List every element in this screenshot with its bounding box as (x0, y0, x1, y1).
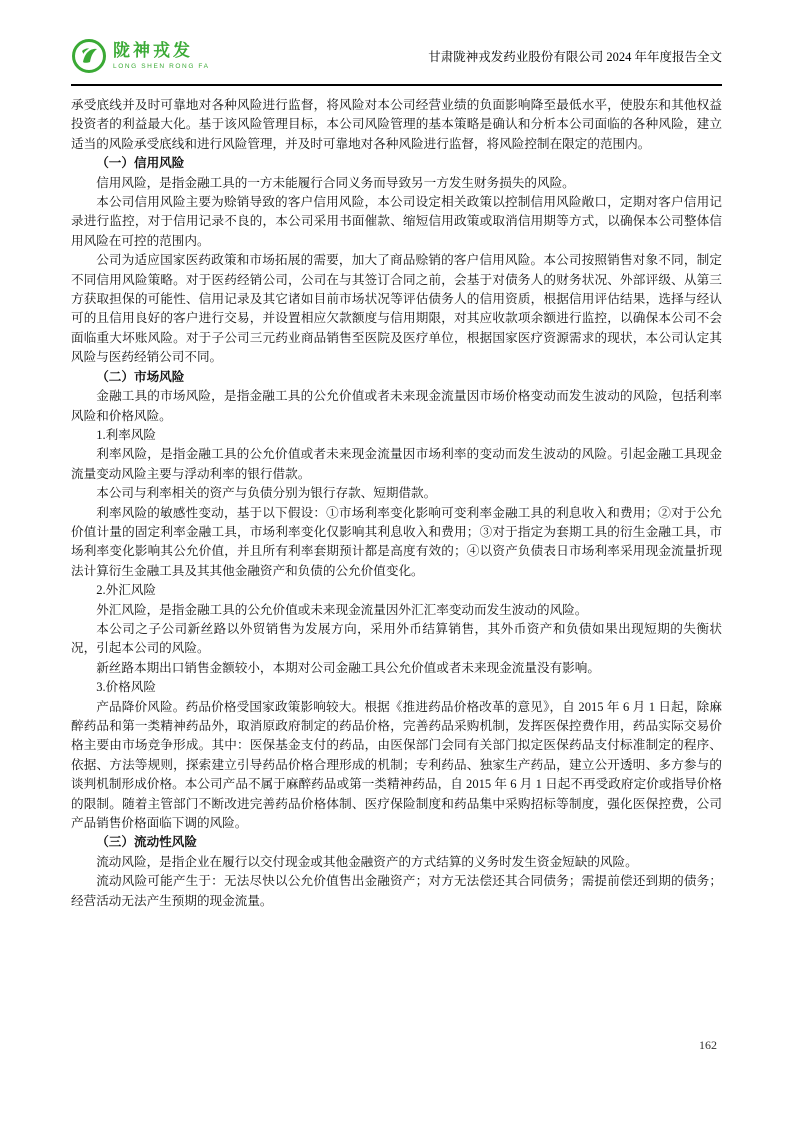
subsection-heading: 2.外汇风险 (96, 583, 157, 598)
paragraph: 新丝路本期出口销售金额较小，本期对公司金融工具公允价值或者未来现金流量没有影响。 (96, 660, 600, 675)
document-body (71, 96, 722, 911)
paragraph: 本公司信用风险主要为赊销导致的客户信用风险，本公司设定相关政策以控制信用风险敞口，定期对客户信用记录进行监控，对于信用记录不良的，本公司采用书面催款、缩短信用政策或取消信用期等方式，以确保本公司整体信用风险在可控的范围内。 (71, 195, 722, 248)
page-header (71, 36, 722, 86)
company-logo (71, 38, 210, 74)
paragraph: 信用风险，是指金融工具的一方未能履行合同义务而导致另一方发生财务损失的风险。 (96, 175, 575, 190)
paragraph: 公司为适应国家医药政策和市场拓展的需要，加大了商品赊销的客户信用风险。本公司按照销售对象不同，制定不同信用风险策略。对于医药经销公司，公司在与其签订合同之前，会基于对债务人的财务状况、外部评级、从第三方获取担保的可能性、信用记录及其它诸如目前市场状况等评估债务人的信用资质，根据信用评估结果，选择与经认可的且信用良好的客户进行交易，并设置相应欠款额度与信用期限，对其应收款项余额进行监控，以确保本公司不会面临重大坏账风险。对于子公司三元药业商品销售至医院及医疗单位，根据国家医疗资源需求的现状，本公司认定其风险与医药经销公司不同。 (71, 253, 722, 365)
company-logo-icon (71, 38, 107, 74)
paragraph: 产品降价风险。药品价格受国家政策影响较大。根据《推进药品价格改革的意见》，自 2015 年 6 月 1 日起，除麻醉药品和第一类精神药品外，取消原政府制定的药品价格，完善药品采购机制，发挥医保控费作用，药品实际交易价格主要由市场竞争形成。其中：医保基金支付的药品，由医保部门会同有关部门拟定医保药品支付标准制定的程序、依据、方法等规则，探索建立引导药品价格合理形成的机制；专利药品、独家生产药品，建立公开透明、多方参与的谈判机制形成价格。本公司产品不属于麻醉药品或第一类精神药品，自 2015 年 6 月 1 日起不再受政府定价或指导价格的限制。随着主管部门不断改进完善药品价格体制、医疗保险制度和药品集中采购招标等制度，强化医保控费，公司产品销售价格面临下调的风险。 (71, 699, 722, 831)
brand-name-cn: 陇神戎发 (113, 41, 193, 61)
section-heading: （二）市场风险 (96, 369, 185, 384)
document-title: 甘肃陇神戎发药业股份有限公司 2024 年年度报告全文 (428, 50, 722, 64)
brand-name-en: LONG SHEN RONG FA (113, 62, 210, 70)
company-logo-text (113, 42, 210, 70)
paragraph: 流动风险可能产生于：无法尽快以公允价值售出金融资产；对方无法偿还其合同债务；需提前偿还到期的债务；经营活动无法产生预期的现金流量。 (71, 874, 722, 908)
section-heading: （三）流动性风险 (96, 835, 197, 850)
paragraph: 本公司与利率相关的资产与负债分别为银行存款、短期借款。 (96, 486, 437, 501)
paragraph: 利率风险，是指金融工具的公允价值或者未来现金流量因市场利率的变动而发生波动的风险。引起金融工具现金流量变动风险主要与浮动利率的银行借款。 (71, 447, 722, 481)
page-number: 162 (699, 1038, 717, 1052)
paragraph: 利率风险的敏感性变动，基于以下假设：①市场利率变化影响可变利率金融工具的利息收入和费用；②对于公允价值计量的固定利率金融工具，市场利率变化仅影响其利息收入和费用；③对于指定为套期工具的衍生金融工具，市场利率变化影响其公允价值，并且所有利率套期预计都是高度有效的；④以资产负债表日市场利率采用现金流量折现法计算衍生金融工具及其其他金融资产和负债的公允价值变化。 (71, 505, 722, 578)
subsection-heading: 1.利率风险 (96, 427, 157, 442)
section-heading: （一）信用风险 (96, 156, 185, 171)
paragraph: 本公司之子公司新丝路以外贸销售为发展方向，采用外币结算销售，其外币资产和负债如果出现短期的失衡状况，引起本公司的风险。 (71, 621, 722, 656)
paragraph: 外汇风险，是指金融工具的公允价值或未来现金流量因外汇汇率变动而发生波动的风险。 (96, 602, 588, 617)
subsection-heading: 3.价格风险 (96, 680, 157, 695)
paragraph: 承受底线并及时可靠地对各种风险进行监督，将风险对本公司经营业绩的负面影响降至最低水平，使股东和其他权益投资者的利益最大化。基于该风险管理目标，本公司风险管理的基本策略是确认和分析本公司面临的各种风险，建立适当的风险承受底线和进行风险管理，并及时可靠地对各种风险进行监督，将风险控制在限定的范围内。 (71, 98, 722, 151)
paragraph: 金融工具的市场风险，是指金融工具的公允价值或者未来现金流量因市场价格变动而发生波动的风险，包括利率风险和价格风险。 (71, 389, 722, 423)
paragraph: 流动风险，是指企业在履行以交付现金或其他金融资产的方式结算的义务时发生资金短缺的风险。 (96, 854, 638, 869)
